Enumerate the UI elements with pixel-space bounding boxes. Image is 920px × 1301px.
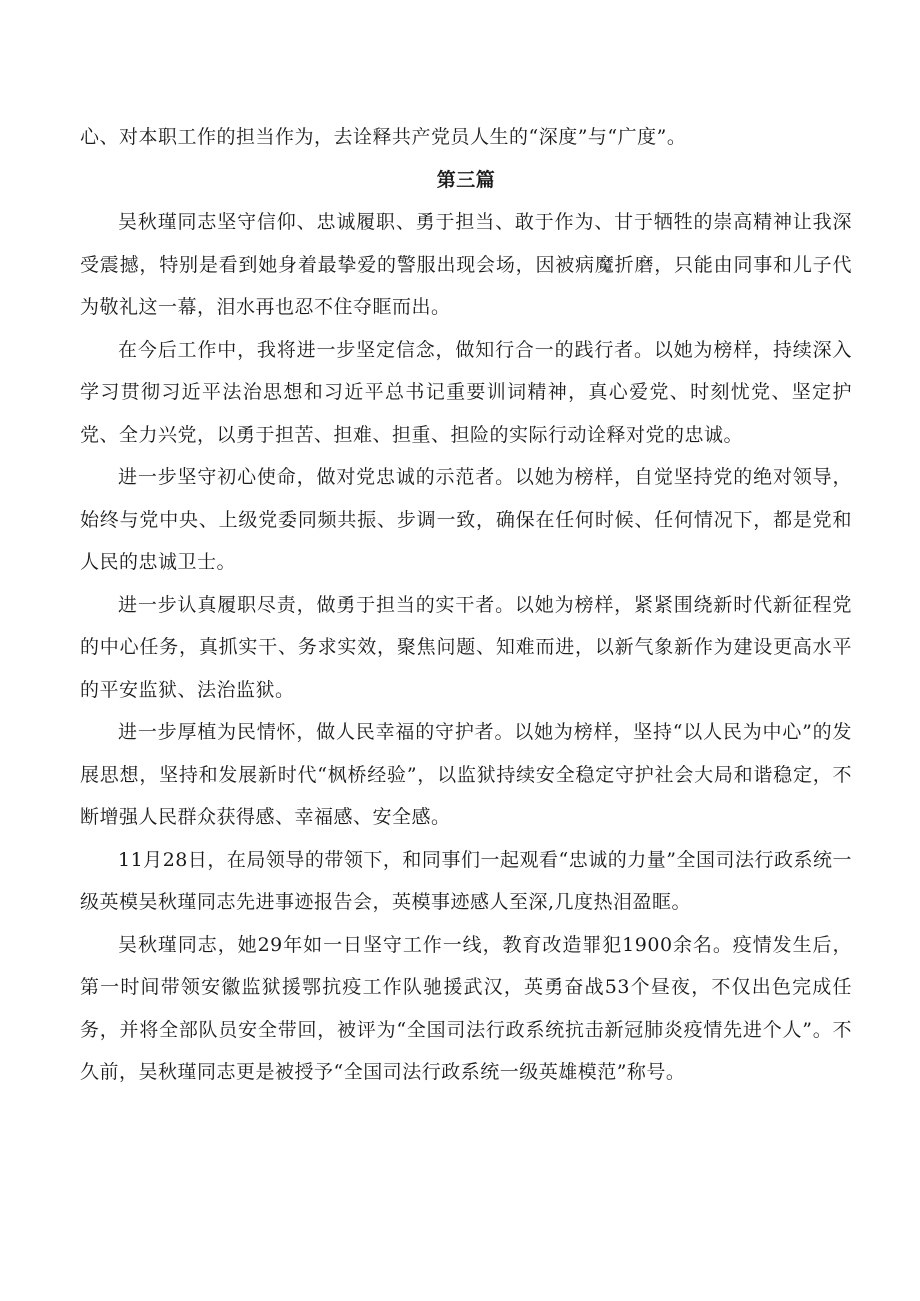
- document-page: [80, 116, 852, 1094]
- paragraph: 进一步坚守初心使命，做对党忠诚的示范者。以她为榜样，自觉坚持党的绝对领导，始终与党中央、上级党委同频共振、步调一致，确保在任何时候、任何情况下，都是党和人民的忠诚卫士。: [80, 466, 852, 573]
- section-title: 第三篇: [436, 168, 496, 191]
- paragraph: 进一步厚植为民情怀，做人民幸福的守护者。以她为榜样，坚持“以人民为中心”的发展思想，坚持和发展新时代“枫桥经验”，以监狱持续安全稳定守护社会大局和谐稳定，不断增强人民群众获得感、幸福感、安全感。: [80, 721, 852, 828]
- paragraph: 吴秋瑾同志坚守信仰、忠诚履职、勇于担当、敢于作为、甘于牺牲的崇高精神让我深受震撼，特别是看到她身着最挚爱的警服出现会场，因被病魔折磨，只能由同事和儿子代为敬礼这一幕，泪水再也忍不住夺眶而出。: [80, 211, 852, 318]
- paragraph: 吴秋瑾同志，她29年如一日坚守工作一线，教育改造罪犯1900余名。疫情发生后，第一时间带领安徽监狱援鄂抗疫工作队驰援武汉，英勇奋战53个昼夜，不仅出色完成任务，并将全部队员安全带回，被评为“全国司法行政系统抗击新冠肺炎疫情先进个人”。不久前，吴秋瑾同志更是被授予“全国司法行政系统一级英雄模范”称号。: [80, 933, 852, 1083]
- paragraph: 11月28日，在局领导的带领下，和同事们一起观看“忠诚的力量”全国司法行政系统一级英模吴秋瑾同志先进事迹报告会，英模事迹感人至深,几度热泪盈眶。: [80, 848, 852, 913]
- paragraph: 进一步认真履职尽责，做勇于担当的实干者。以她为榜样，紧紧围绕新时代新征程党的中心任务，真抓实干、务求实效，聚焦问题、知难而进，以新气象新作为建设更高水平的平安监狱、法治监狱。: [80, 593, 852, 701]
- lead-line: 心、对本职工作的担当作为，去诠释共产党员人生的“深度”与“广度”。: [80, 126, 687, 148]
- paragraph: 在今后工作中，我将进一步坚定信念，做知行合一的践行者。以她为榜样，持续深入学习贯彻习近平法治思想和习近平总书记重要训词精神，真心爱党、时刻忧党、坚定护党、全力兴党，以勇于担苦、担难、担重、担险的实际行动诠释对党的忠诚。: [80, 338, 852, 446]
